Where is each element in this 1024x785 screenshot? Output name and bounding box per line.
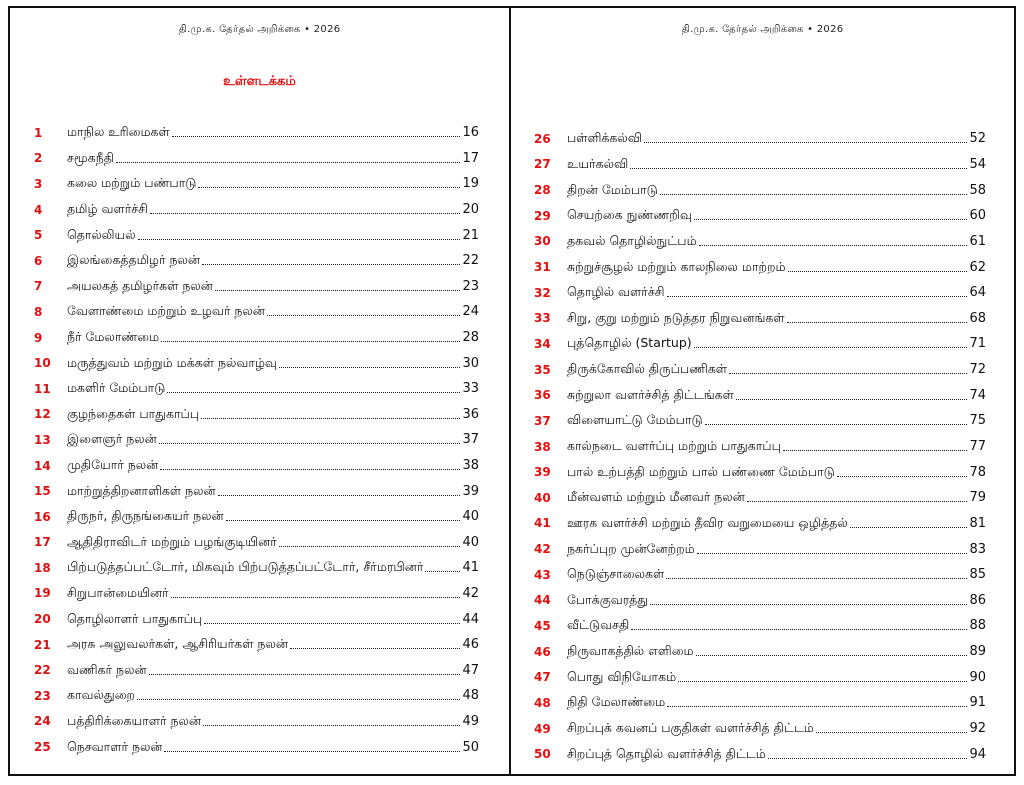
dot-leader — [161, 341, 460, 342]
toc-entry-label: உயர்கல்வி — [567, 155, 629, 171]
toc-entry-number: 26 — [534, 131, 551, 146]
toc-entry-page: 39 — [462, 483, 479, 499]
dot-leader — [666, 578, 967, 579]
toc-entry-label: இலங்கைத்தமிழர் நலன் — [67, 252, 200, 268]
toc-entry-label: திருநர், திருநங்கையர் நலன் — [67, 508, 224, 524]
toc-entry-number: 33 — [534, 311, 551, 326]
dot-leader — [290, 648, 461, 649]
toc-entry[interactable] — [10, 120, 509, 146]
toc-entry-label: பிற்படுத்தப்பட்டோர், மிகவும் பிற்படுத்தப்பட்டோர், சீர்மரபினர் — [67, 559, 424, 575]
dot-leader — [768, 758, 968, 759]
toc-entry-label: மீன்வளம் மற்றும் மீனவர் நலன் — [567, 489, 745, 505]
dot-leader — [850, 527, 968, 528]
dot-leader — [164, 751, 460, 752]
toc-entry[interactable] — [10, 325, 509, 351]
toc-entry-number: 43 — [534, 567, 551, 582]
dot-leader — [650, 604, 967, 605]
toc-entry-page: 74 — [969, 387, 986, 403]
toc-entry-page: 23 — [462, 278, 479, 294]
toc-entry-label: வேளாண்மை மற்றும் உழவர் நலன் — [67, 303, 265, 319]
toc-entry-number: 3 — [34, 176, 43, 191]
dot-leader — [116, 162, 460, 163]
toc-entry[interactable] — [10, 222, 509, 248]
toc-entry-page: 30 — [462, 355, 479, 371]
toc-entry[interactable] — [511, 511, 1014, 537]
toc-entry-number: 41 — [534, 516, 551, 531]
dot-leader — [138, 239, 461, 240]
dot-leader — [694, 347, 968, 348]
dot-leader — [783, 450, 968, 451]
toc-entry-label: சுற்றுலா வளர்ச்சித் திட்டங்கள் — [567, 386, 734, 402]
toc-entry[interactable] — [10, 171, 509, 197]
toc-entry[interactable] — [10, 504, 509, 530]
toc-entry-label: குழந்தைகள் பாதுகாப்பு — [67, 405, 200, 421]
toc-entry-number: 7 — [34, 279, 43, 294]
dot-leader — [631, 629, 967, 630]
toc-entry-page: 49 — [462, 713, 479, 729]
dot-leader — [226, 520, 461, 521]
toc-entry-label: நெசவாளர் நலன் — [67, 738, 163, 754]
toc-entry-number: 16 — [34, 509, 51, 524]
toc-entry-page: 54 — [969, 156, 986, 172]
dot-leader — [204, 623, 460, 624]
dot-leader — [816, 732, 968, 733]
dot-leader — [167, 392, 460, 393]
toc-entry-number: 48 — [534, 695, 551, 710]
toc-entry[interactable] — [10, 478, 509, 504]
toc-entry-number: 31 — [534, 260, 551, 275]
toc-entry-number: 9 — [34, 330, 43, 345]
toc-entry[interactable] — [10, 197, 509, 223]
toc-entry-page: 50 — [462, 739, 479, 755]
toc-entry-number: 4 — [34, 202, 43, 217]
toc-entry-page: 89 — [969, 644, 986, 660]
toc-entry-label: பால் உற்பத்தி மற்றும் பால் பண்ணை மேம்பாடு — [567, 463, 835, 479]
toc-entry-label: இளைஞர் நலன் — [67, 431, 157, 447]
toc-entry-label: புத்தொழில் (Startup) — [567, 335, 692, 351]
toc-entry-page: 52 — [969, 131, 986, 147]
toc-entry-page: 40 — [462, 534, 479, 550]
toc-entry-page: 61 — [969, 233, 986, 249]
toc-entry-label: மாநில உரிமைகள் — [67, 124, 170, 140]
toc-entry-label: நிதி மேலாண்மை — [567, 694, 666, 710]
toc-entry-label: பள்ளிக்கல்வி — [567, 130, 642, 146]
toc-entry[interactable] — [511, 126, 1014, 152]
page-header: தி.மு.க. தேர்தல் அறிக்கை • 2026 — [681, 24, 844, 35]
dot-leader — [644, 142, 967, 143]
dot-leader — [203, 725, 460, 726]
toc-entry[interactable] — [10, 555, 509, 581]
toc-entry-number: 47 — [534, 670, 551, 685]
toc-entry-label: வணிகர் நலன் — [67, 661, 147, 677]
toc-entry[interactable] — [511, 562, 1014, 588]
toc-entry[interactable] — [511, 613, 1014, 639]
toc-entry-number: 35 — [534, 362, 551, 377]
dot-leader — [202, 264, 460, 265]
toc-entry[interactable] — [10, 146, 509, 172]
toc-entry-number: 37 — [534, 413, 551, 428]
toc-entry-number: 8 — [34, 304, 43, 319]
toc-entry-number: 17 — [34, 535, 51, 550]
dot-leader — [694, 219, 967, 220]
toc-entry-page: 72 — [969, 362, 986, 378]
toc-entry-label: விளையாட்டு மேம்பாடு — [567, 412, 703, 428]
dot-leader — [729, 373, 967, 374]
dot-leader — [747, 501, 968, 502]
toc-entry-page: 86 — [969, 592, 986, 608]
toc-entry-number: 32 — [534, 285, 551, 300]
toc-entry-page: 17 — [462, 150, 479, 166]
toc-entry-number: 19 — [34, 586, 51, 601]
dot-leader — [667, 296, 968, 297]
toc-entry-label: செயற்கை நுண்ணறிவு — [567, 207, 693, 223]
toc-entry[interactable] — [10, 632, 509, 658]
dot-leader — [837, 476, 968, 477]
toc-entry-number: 29 — [534, 208, 551, 223]
toc-entry-number: 39 — [534, 465, 551, 480]
toc-entry[interactable] — [10, 350, 509, 376]
toc-entry-label: ஊரக வளர்ச்சி மற்றும் தீவிர வறுமையை ஒழித்தல் — [567, 514, 848, 530]
toc-entry-label: திருக்கோவில் திருப்பணிகள் — [567, 361, 728, 377]
dot-leader — [150, 213, 460, 214]
toc-entry-page: 83 — [969, 541, 986, 557]
dot-leader — [279, 546, 461, 547]
toc-entry-page: 28 — [462, 330, 479, 346]
toc-entry-page: 16 — [462, 125, 479, 141]
toc-entry[interactable] — [10, 683, 509, 709]
toc-entry-label: திறன் மேம்பாடு — [567, 181, 658, 197]
toc-entry-page: 47 — [462, 662, 479, 678]
toc-entry[interactable] — [511, 690, 1014, 716]
dot-leader — [198, 187, 460, 188]
toc-entry-page: 94 — [969, 746, 986, 762]
toc-entry-number: 36 — [534, 388, 551, 403]
dot-leader — [149, 674, 461, 675]
toc-entry-number: 5 — [34, 228, 43, 243]
toc-entry-label: சிறுபான்மையினர் — [67, 584, 169, 600]
toc-entry[interactable] — [511, 741, 1014, 767]
toc-entry[interactable] — [511, 229, 1014, 255]
toc-entry-number: 1 — [34, 125, 43, 140]
toc-entry-number: 27 — [534, 157, 551, 172]
toc-entry-label: பொது விநியோகம் — [567, 668, 677, 684]
toc-entry-label: நகர்ப்புற முன்னேற்றம் — [567, 540, 695, 556]
toc-entry-label: மாற்றுத்திறனாளிகள் நலன் — [67, 482, 216, 498]
toc-entry-page: 85 — [969, 567, 986, 583]
toc-entry-page: 81 — [969, 515, 986, 531]
toc-entry-number: 30 — [534, 234, 551, 249]
toc-entry-number: 21 — [34, 637, 51, 652]
toc-title: உள்ளடக்கம் — [223, 74, 296, 89]
toc-entry-number: 24 — [34, 714, 51, 729]
toc-entry-label: தொழில் வளர்ச்சி — [567, 284, 665, 300]
toc-entry-page: 75 — [969, 413, 986, 429]
toc-entry-number: 23 — [34, 688, 51, 703]
toc-entry-number: 42 — [534, 542, 551, 557]
page-header: தி.மு.க. தேர்தல் அறிக்கை • 2026 — [178, 24, 341, 35]
toc-entry[interactable] — [10, 427, 509, 453]
toc-entry-label: சுற்றுச்சூழல் மற்றும் காலநிலை மாற்றம் — [567, 258, 786, 274]
toc-entry-page: 58 — [969, 182, 986, 198]
toc-entry-label: பத்திரிக்கையாளர் நலன் — [67, 712, 202, 728]
toc-entry[interactable] — [511, 177, 1014, 203]
toc-entry-page: 19 — [462, 176, 479, 192]
toc-entry-label: போக்குவரத்து — [567, 591, 649, 607]
toc-entry-number: 20 — [34, 612, 51, 627]
toc-entry[interactable] — [10, 299, 509, 325]
dot-leader — [697, 553, 968, 554]
toc-entry[interactable] — [511, 639, 1014, 665]
toc-entry-page: 24 — [462, 304, 479, 320]
dot-leader — [787, 322, 968, 323]
toc-entry-page: 64 — [969, 285, 986, 301]
toc-entry-number: 50 — [534, 747, 551, 762]
dot-leader — [667, 706, 967, 707]
toc-entry[interactable] — [511, 152, 1014, 178]
toc-entry-page: 77 — [969, 439, 986, 454]
toc-entry-page: 60 — [969, 208, 986, 224]
toc-entry[interactable] — [511, 254, 1014, 280]
toc-entry-label: தமிழ் வளர்ச்சி — [67, 201, 148, 217]
toc-entry-number: 12 — [34, 407, 51, 422]
toc-entry[interactable] — [10, 530, 509, 556]
toc-entry-page: 22 — [462, 253, 479, 269]
left-page — [8, 6, 511, 776]
toc-entry-page: 46 — [462, 637, 479, 653]
dot-leader — [172, 136, 461, 137]
dot-leader — [215, 290, 461, 291]
dot-leader — [788, 271, 968, 272]
toc-entry[interactable] — [10, 402, 509, 428]
toc-entry-page: 44 — [462, 611, 479, 627]
toc-entry-number: 34 — [534, 336, 551, 351]
right-page — [511, 6, 1016, 776]
dot-leader — [630, 168, 967, 169]
toc-entry-number: 18 — [34, 560, 51, 575]
toc-entry[interactable] — [10, 453, 509, 479]
toc-entry-label: ஆதிதிராவிடர் மற்றும் பழங்குடியினர் — [67, 533, 277, 549]
toc-list-right — [511, 126, 1014, 767]
toc-entry-number: 15 — [34, 484, 51, 499]
toc-entry-page: 91 — [969, 695, 986, 711]
toc-entry[interactable] — [10, 376, 509, 402]
toc-entry-label: நீர் மேலாண்மை — [67, 329, 160, 345]
toc-entry-label: சிறப்புத் தொழில் வளர்ச்சித் திட்டம் — [567, 745, 766, 761]
toc-entry-label: நிருவாகத்தில் எளிமை — [567, 643, 694, 659]
toc-entry-label: நெடுஞ்சாலைகள் — [567, 566, 665, 582]
toc-entry-number: 13 — [34, 432, 51, 447]
toc-entry[interactable] — [10, 657, 509, 683]
dot-leader — [171, 597, 461, 598]
toc-entry-label: சமூகநீதி — [67, 149, 115, 165]
toc-entry-label: சிறப்புக் கவனப் பகுதிகள் வளர்ச்சித் திட்டம் — [567, 720, 814, 736]
toc-entry[interactable] — [10, 274, 509, 300]
toc-entry-page: 90 — [969, 669, 986, 685]
dot-leader — [160, 469, 460, 470]
toc-entry-label: வீட்டுவசதி — [567, 617, 630, 633]
toc-entry-page: 21 — [462, 227, 479, 243]
toc-entry-label: தகவல் தொழில்நுட்பம் — [567, 232, 697, 248]
toc-entry-number: 11 — [34, 381, 51, 396]
toc-entry-number: 25 — [34, 740, 51, 755]
toc-entry-label: முதியோர் நலன் — [67, 457, 159, 473]
toc-entry[interactable] — [10, 581, 509, 607]
toc-entry-label: காவல்துறை — [67, 687, 136, 703]
toc-entry-label: தொல்லியல் — [67, 226, 136, 242]
dot-leader — [736, 399, 967, 400]
toc-entry[interactable] — [511, 305, 1014, 331]
toc-entry[interactable] — [511, 485, 1014, 511]
toc-entry-number: 10 — [34, 356, 51, 371]
toc-entry-page: 41 — [462, 560, 479, 576]
toc-entry[interactable] — [10, 248, 509, 274]
toc-entry-page: 42 — [462, 585, 479, 601]
dot-leader — [705, 424, 968, 425]
toc-entry-number: 22 — [34, 663, 51, 678]
toc-entry-label: சிறு, குறு மற்றும் நடுத்தர நிறுவனங்கள் — [567, 309, 785, 325]
toc-entry-page: 78 — [969, 464, 986, 480]
toc-entry-number: 38 — [534, 439, 551, 454]
toc-entry-page: 71 — [969, 336, 986, 352]
dot-leader — [279, 367, 461, 368]
toc-entry-number: 46 — [534, 644, 551, 659]
toc-entry[interactable] — [511, 716, 1014, 742]
toc-entry-number: 14 — [34, 458, 51, 473]
toc-entry[interactable] — [511, 408, 1014, 434]
toc-entry-page: 62 — [969, 259, 986, 275]
dot-leader — [678, 681, 967, 682]
toc-entry-page: 20 — [462, 202, 479, 218]
toc-entry-number: 6 — [34, 253, 43, 268]
toc-entry-number: 44 — [534, 593, 551, 608]
toc-entry[interactable] — [10, 734, 509, 760]
dot-leader — [660, 194, 968, 195]
toc-entry-label: மகளிர் மேம்பாடு — [67, 380, 166, 396]
dot-leader — [201, 418, 460, 419]
dot-leader — [425, 571, 460, 572]
toc-entry-page: 36 — [462, 406, 479, 422]
toc-entry-label: மருத்துவம் மற்றும் மக்கள் நல்வாழ்வு — [67, 354, 277, 370]
dot-leader — [696, 655, 968, 656]
toc-entry-label: கலை மற்றும் பண்பாடு — [67, 175, 197, 191]
toc-entry[interactable] — [511, 536, 1014, 562]
dot-leader — [137, 699, 460, 700]
toc-entry-number: 45 — [534, 618, 551, 633]
toc-entry-label: அரசு அலுவலர்கள், ஆசிரியர்கள் நலன் — [67, 636, 288, 652]
toc-entry-page: 48 — [462, 688, 479, 704]
toc-entry-label: அயலகத் தமிழர்கள் நலன் — [67, 277, 213, 293]
toc-entry[interactable] — [511, 280, 1014, 306]
toc-entry-number: 49 — [534, 721, 551, 736]
toc-entry-page: 33 — [462, 381, 479, 397]
dot-leader — [159, 443, 461, 444]
toc-entry[interactable] — [10, 709, 509, 735]
toc-entry-number: 2 — [34, 151, 43, 166]
toc-entry-page: 37 — [462, 432, 479, 448]
dot-leader — [218, 495, 461, 496]
toc-entry-page: 40 — [462, 509, 479, 525]
toc-entry[interactable] — [511, 331, 1014, 357]
toc-entry-page: 88 — [969, 618, 986, 634]
toc-entry-label: கால்நடை வளர்ப்பு மற்றும் பாதுகாப்பு — [567, 438, 781, 453]
toc-entry-page: 79 — [969, 490, 986, 506]
toc-entry[interactable] — [511, 588, 1014, 614]
toc-entry[interactable] — [511, 459, 1014, 485]
dot-leader — [699, 245, 968, 246]
toc-entry-label: தொழிலாளர் பாதுகாப்பு — [67, 610, 203, 626]
toc-entry[interactable] — [511, 434, 1014, 460]
dot-leader — [267, 315, 461, 316]
toc-entry-number: 28 — [534, 183, 551, 198]
toc-entry[interactable] — [10, 606, 509, 632]
toc-entry[interactable] — [511, 203, 1014, 229]
toc-entry[interactable] — [511, 664, 1014, 690]
toc-entry-page: 92 — [969, 721, 986, 737]
toc-entry-page: 38 — [462, 458, 479, 474]
toc-entry[interactable] — [511, 382, 1014, 408]
toc-list-left — [10, 120, 509, 760]
toc-entry-page: 68 — [969, 310, 986, 326]
toc-entry[interactable] — [511, 357, 1014, 383]
toc-entry-number: 40 — [534, 490, 551, 505]
